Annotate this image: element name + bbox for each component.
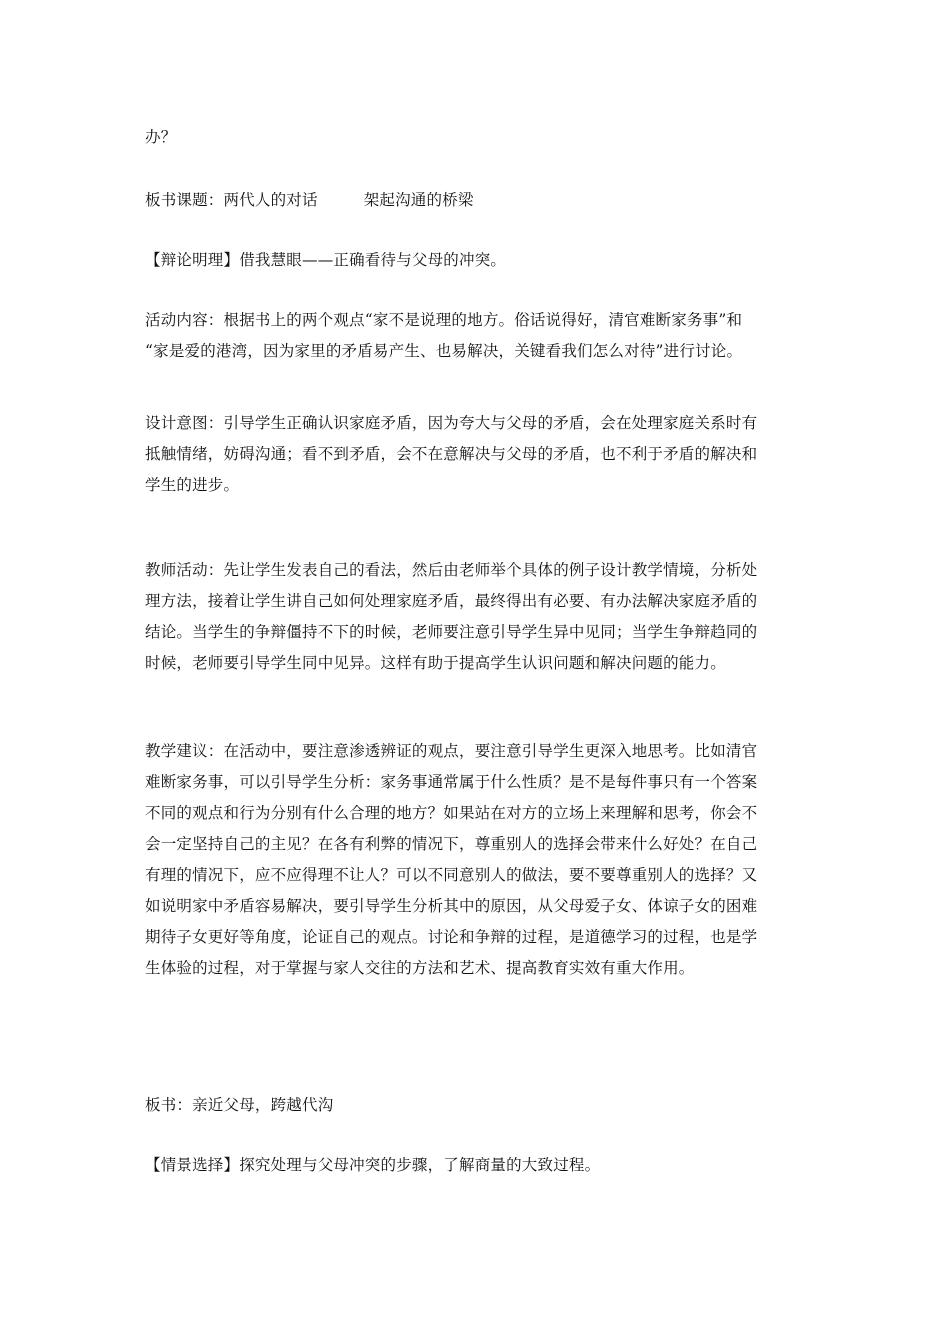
text-line: 【辩论明理】借我慧眼——正确看待与父母的冲突。	[145, 251, 507, 269]
text-line: 设计意图：引导学生正确认识家庭矛盾，因为夸大与父母的矛盾，会在处理家庭关系时有	[145, 414, 758, 432]
text-line: 活动内容：根据书上的两个观点“家不是说理的地方。俗话说得好，清官难断家务事”和	[145, 311, 743, 329]
paragraph-board-note	[145, 1090, 815, 1121]
paragraph-design-intent	[145, 408, 815, 501]
text-line: 会一定坚持自己的主见？在各有利弊的情况下，尊重别人的选择会带来什么好处？在自己	[145, 835, 758, 853]
text-line: 期待子女更好等角度，论证自己的观点。讨论和争辩的过程，是道德学习的过程，也是学	[145, 928, 758, 946]
text-line: 时候，老师要引导学生同中见异。这样有助于提高学生认识问题和解决问题的能力。	[145, 654, 726, 672]
text-line: 生体验的过程，对于掌握与家人交往的方法和艺术、提高教育实效有重大作用。	[145, 959, 695, 977]
text-line	[145, 185, 815, 216]
text-line: 学生的进步。	[145, 476, 240, 494]
text-line: 如说明家中矛盾容易解决，要引导学生分析其中的原因，从父母爱子女、体谅子女的困难	[145, 897, 758, 915]
text-line: “家是爱的港湾，因为家里的矛盾易产生、也易解决，关键看我们怎么对待”进行讨论。	[145, 342, 743, 360]
text-line: 板书：亲近父母，跨越代沟	[145, 1096, 334, 1114]
board-topic-title: 架起沟通的桥梁	[363, 191, 474, 209]
text-line: 抵触情绪，妨碍沟通；看不到矛盾，会不在意解决与父母的矛盾，也不利于矛盾的解决和	[145, 445, 758, 463]
text-line: 【情景选择】探究处理与父母冲突的步骤，了解商量的大致过程。	[145, 1156, 601, 1174]
paragraph-scenario-heading	[145, 1150, 815, 1181]
paragraph-teaching-suggestion	[145, 736, 815, 984]
text-line: 不同的观点和行为分别有什么合理的地方？如果站在对方的立场上来理解和思考，你会不	[145, 804, 758, 822]
paragraph-debate-heading	[145, 245, 815, 276]
text-line: 有理的情况下，应不应得理不让人？可以不同意别人的做法，要不要尊重别人的选择？又	[145, 866, 758, 884]
text-line: 难断家务事，可以引导学生分析：家务事通常属于什么性质？是不是每件事只有一个答案	[145, 773, 758, 791]
paragraph-teacher-activity	[145, 555, 815, 679]
text-line: 理方法，接着让学生讲自己如何处理家庭矛盾，最终得出有必要、有办法解决家庭矛盾的	[145, 592, 758, 610]
board-topic-label: 板书课题：两代人的对话	[145, 191, 318, 209]
paragraph-board-topic	[145, 185, 815, 216]
text-line: 办？	[145, 128, 177, 146]
text-line: 结论。当学生的争辩僵持不下的时候，老师要注意引导学生异中见同；当学生争辩趋同的	[145, 623, 758, 641]
text-line: 教学建议：在活动中，要注意渗透辨证的观点，要注意引导学生更深入地思考。比如清官	[145, 742, 758, 760]
paragraph-activity-content	[145, 305, 815, 367]
paragraph-continuation	[145, 122, 815, 153]
text-line: 教师活动：先让学生发表自己的看法，然后由老师举个具体的例子设计教学情境，分析处	[145, 561, 758, 579]
